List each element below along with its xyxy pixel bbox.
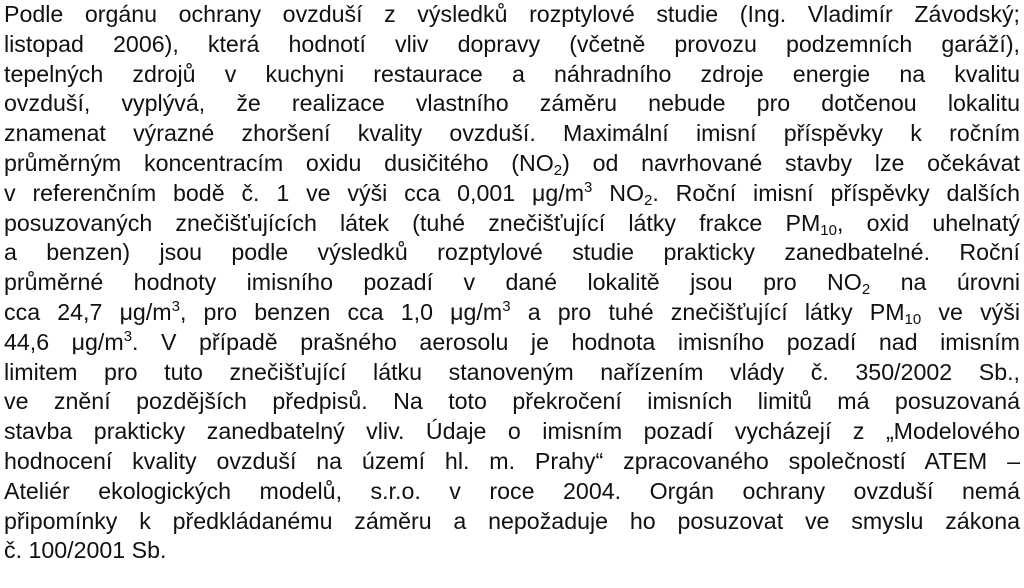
text-run: . V případě prašného aerosolu je hodnota imisního pozadí nad imisním: [132, 328, 1020, 355]
text-run: připomínky k předkládanému záměru a nepožaduje ho posuzovat ve smyslu zákona: [4, 507, 1020, 534]
subscript: 2: [553, 161, 563, 179]
text-run: NO: [592, 179, 644, 206]
paragraph-line: [4, 119, 1020, 149]
superscript: 3: [502, 297, 511, 315]
paragraph-line: [4, 30, 1020, 60]
text-run: ) od navrhované stavby lze očekávat: [562, 149, 1020, 176]
paragraph-line: [4, 387, 1020, 417]
text-run: znamenat výrazné zhoršení kvality ovzduší. Maximální imisní příspěvky k ročním: [4, 120, 1020, 147]
paragraph-line: [4, 89, 1020, 119]
text-run: a pro tuhé znečišťující látky PM: [510, 298, 905, 325]
paragraph-line: [4, 328, 1020, 358]
subscript: 10: [820, 221, 837, 239]
paragraph-line: [4, 447, 1020, 477]
text-run: ve výši: [921, 298, 1021, 325]
text-run: Podle orgánu ochrany ovzduší z výsledků rozptylové studie (Ing. Vladimír Závodský;: [4, 1, 1020, 27]
paragraph-line: [4, 0, 1020, 30]
text-run: na úrovni: [870, 269, 1020, 296]
text-run: posuzovaných znečišťujících látek (tuhé znečišťující látky frakce PM: [4, 209, 821, 236]
superscript: 3: [171, 297, 180, 315]
text-run: v referenčním bodě č. 1 ve výši cca 0,001 μg/m: [4, 179, 585, 206]
subscript: 2: [861, 281, 871, 299]
subscript: 10: [904, 310, 922, 328]
paragraph-line: [4, 209, 1020, 239]
text-run: . Roční imisní příspěvky dalších: [652, 179, 1020, 206]
text-run: Ateliér ekologických modelů, s.r.o. v roce 2004. Orgán ochrany ovzduší nemá: [4, 477, 1020, 504]
text-run: hodnocení kvality ovzduší na území hl. m. Prahy“ zpracovaného společností ATEM –: [4, 447, 1020, 474]
paragraph-line: [4, 268, 1020, 298]
text-run: , pro benzen cca 1,0 μg/m: [179, 298, 503, 325]
paragraph-line: [4, 179, 1020, 209]
superscript: 3: [584, 178, 593, 196]
paragraph-line: [4, 358, 1020, 388]
paragraph-line: [4, 507, 1020, 537]
paragraph-line: [4, 149, 1020, 179]
text-run: a benzen) jsou podle výsledků rozptylové studie prakticky zanedbatelné. Roční: [4, 239, 1020, 266]
text-run: limitem pro tuto znečišťující látku stanoveným nařízením vlády č. 350/2002 Sb.,: [4, 358, 1020, 385]
document-paragraph: [4, 0, 1020, 566]
text-run: ve znění pozdějších předpisů. Na toto překročení imisních limitů má posuzovaná: [4, 388, 1020, 415]
paragraph-line: [4, 417, 1020, 447]
text-run: listopad 2006), která hodnotí vliv dopravy (včetně provozu podzemních garáží),: [4, 30, 1020, 57]
text-run: průměrným koncentracím oxidu dusičitého (NO: [4, 149, 554, 176]
text-run: 44,6 μg/m: [4, 328, 124, 355]
text-run: průměrné hodnoty imisního pozadí v dané lokalitě jsou pro NO: [4, 269, 862, 296]
paragraph-line: [4, 60, 1020, 90]
subscript: 2: [644, 191, 653, 209]
text-run: tepelných zdrojů v kuchyni restaurace a náhradního zdroje energie na kvalitu: [4, 60, 1020, 87]
paragraph-line: [4, 238, 1020, 268]
text-run: cca 24,7 μg/m: [4, 298, 172, 325]
paragraph-line: [4, 298, 1020, 328]
paragraph-line: [4, 477, 1020, 507]
text-run: ovzduší, vyplývá, že realizace vlastního záměru nebude pro dotčenou lokalitu: [4, 90, 1020, 117]
text-run: stavba prakticky zanedbatelný vliv. Údaje o imisním pozadí vycházejí z „Modelového: [4, 418, 1020, 445]
superscript: 3: [123, 327, 133, 345]
paragraph-line: [4, 536, 1020, 566]
text-run: č. 100/2001 Sb.: [4, 537, 167, 564]
text-run: , oxid uhelnatý: [836, 209, 1020, 236]
